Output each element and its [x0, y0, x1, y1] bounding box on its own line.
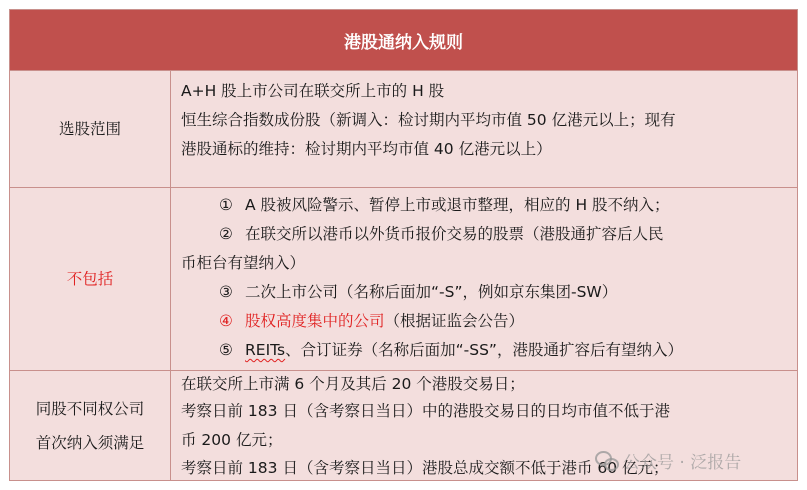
- table-row-exclusions: [10, 187, 797, 370]
- item-text: 、合订证券（名称后面加“-SS”，港股通扩容后有望纳入）: [285, 341, 683, 359]
- item-text: （根据证监会公告）: [384, 312, 525, 330]
- row-label: [10, 188, 171, 370]
- exclusion-item: [207, 307, 797, 336]
- row-content: [171, 188, 797, 370]
- row-label-text: 首次纳入须满足: [35, 433, 145, 452]
- item-number: ④: [219, 312, 233, 330]
- item-text: 币柜台有望纳入）: [181, 254, 306, 272]
- table-row-stock-scope: [10, 70, 797, 187]
- item-number: ⑤: [219, 341, 233, 359]
- item-text: 二次上市公司（名称后面加“-S”，例如京东集团-SW）: [245, 283, 618, 301]
- rules-table: [9, 9, 798, 481]
- content-line: 考察日前 183 日（含考察日当日）中的港股交易日的日均市值不低于港: [181, 402, 670, 420]
- content-line: 考察日前 183 日（含考察日当日）港股总成交额不低于港币 60 亿元；: [181, 459, 669, 477]
- item-text: A 股被风险警示、暂停上市或退市整理，相应的 H 股不纳入；: [245, 196, 670, 214]
- wechat-icon: [595, 450, 617, 470]
- row-content: [171, 71, 797, 187]
- content-line: 港股通标的维持：检讨期内平均市值 40 亿港元以上）: [181, 140, 552, 158]
- item-text: 在联交所以港币以外货币报价交易的股票（港股通扩容后人民: [245, 225, 664, 243]
- exclusion-item: [207, 278, 797, 307]
- item-spellcheck-text: REITs: [245, 341, 286, 359]
- content-line: 币 200 亿元；: [181, 431, 283, 449]
- row-label: [10, 71, 171, 187]
- exclusion-item: [207, 220, 797, 249]
- content-line: A+H 股上市公司在联交所上市的 H 股: [181, 82, 445, 100]
- watermark: [595, 446, 741, 474]
- content-line: 恒生综合指数成份股（新调入：检讨期内平均市值 50 亿港元以上；现有: [181, 111, 676, 129]
- row-label: [10, 371, 171, 480]
- watermark-text: 公众号 · 泛报告: [623, 452, 742, 473]
- exclusion-item: [207, 191, 797, 220]
- row-label-text: 不包括: [66, 270, 114, 288]
- table-title: 港股通纳入规则: [10, 10, 797, 70]
- row-label-text: 同股不同权公司: [35, 399, 145, 418]
- exclusion-item: [207, 336, 797, 365]
- item-number: ①: [219, 196, 233, 214]
- item-highlight-text: 股权高度集中的公司: [245, 312, 385, 330]
- row-label-text: 选股范围: [58, 120, 121, 138]
- item-number: ③: [219, 283, 233, 301]
- item-number: ②: [219, 225, 233, 243]
- exclusion-item-continuation: [181, 249, 797, 278]
- content-line: 在联交所上市满 6 个月及其后 20 个港股交易日；: [181, 375, 525, 393]
